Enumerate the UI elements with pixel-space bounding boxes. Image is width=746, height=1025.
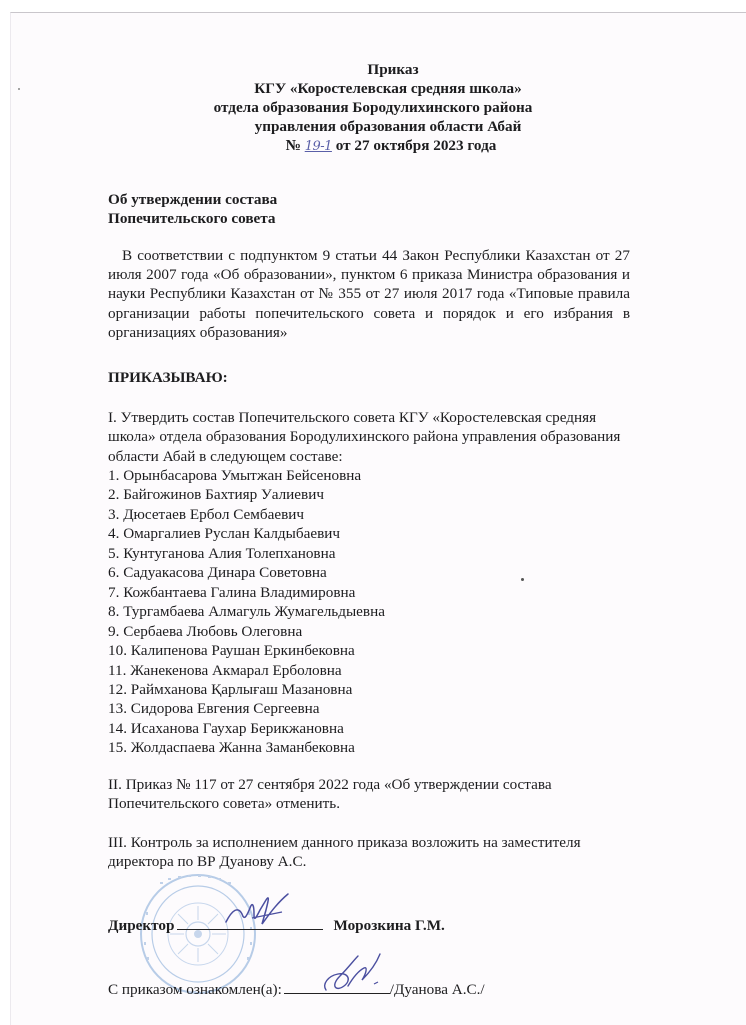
organization-name: КГУ «Коростелевская средняя школа» xyxy=(254,80,522,97)
section-3-line-2: директора по ВР Дуанову А.С. xyxy=(108,853,307,871)
member-item: 9. Сербаева Любовь Олеговна xyxy=(108,622,303,640)
preamble-paragraph: В соответствии с подпунктом 9 статьи 44 Закон Республики Казахстан от 27 июля 2007 года «Об образовании», пунктом 6 приказа Министра образования и науки Республики Казахстан от № 355 от 27 июля 2017 года «Типовые правила организации работы попечительского совета и порядок и его избрания в организациях образования» xyxy=(108,247,630,341)
member-item: 5. Кунтуганова Алия Толепхановна xyxy=(108,544,336,562)
scan-speck xyxy=(521,578,524,581)
member-item: 7. Кожбантаева Галина Владимировна xyxy=(108,583,356,601)
order-header xyxy=(0,60,746,156)
acknowledgement-label: С приказом ознакомлен(а): xyxy=(108,981,282,998)
member-item: 3. Дюсетаев Ербол Сембаевич xyxy=(108,505,305,523)
council-members-list xyxy=(108,466,385,758)
section-3 xyxy=(108,833,668,872)
section-1 xyxy=(108,408,668,466)
scan-speck xyxy=(18,88,20,90)
member-item: 2. Байгожинов Бахтияр Уалиевич xyxy=(108,486,324,504)
section-2 xyxy=(108,775,668,814)
member-item: 4. Омаргалиев Руслан Калдыбаевич xyxy=(108,525,341,543)
member-item: 14. Исаханова Гаухар Берикжановна xyxy=(108,719,344,737)
department-name: отдела образования Бородулихинского района xyxy=(213,99,533,116)
order-number-line xyxy=(0,136,746,156)
member-item: 11. Жанекенова Акмарал Ерболовна xyxy=(108,661,342,679)
order-title: Приказ xyxy=(367,61,419,78)
administration-name: управления образования области Абай xyxy=(254,118,522,135)
acknowledged-person: /Дуанова А.С./ xyxy=(389,981,485,998)
order-date: от 27 октября 2023 года xyxy=(335,137,497,154)
order-subject xyxy=(108,190,277,228)
section-2-line-2: Попечительского совета» отменить. xyxy=(108,795,340,813)
subject-line-2: Попечительского совета xyxy=(108,210,276,227)
number-prefix: № xyxy=(285,137,301,154)
director-role: Директор xyxy=(108,917,175,934)
member-item: 6. Садуакасова Динара Советовна xyxy=(108,564,327,582)
acknowledgement-row xyxy=(108,979,485,999)
section-1-line-3: области Абай в следующем составе: xyxy=(108,447,343,465)
section-2-line-1: II. Приказ № 117 от 27 сентября 2022 года «Об утверждении состава xyxy=(108,776,552,793)
member-item: 12. Раймханова Қарлығаш Мазановна xyxy=(108,680,353,698)
member-item: 13. Сидорова Евгения Сергеевна xyxy=(108,700,320,718)
section-1-line-1: I. Утвердить состав Попечительского совета КГУ «Коростелевская средняя xyxy=(108,409,597,426)
member-item: 10. Калипенова Раушан Еркинбековна xyxy=(108,642,355,660)
handwritten-order-number: 19-1 xyxy=(304,139,332,154)
section-3-line-1: III. Контроль за исполнением данного приказа возложить на заместителя xyxy=(108,834,581,851)
acknowledgement-handwritten-signature xyxy=(318,950,398,996)
section-1-line-2: школа» отдела образования Бородулихинского района управления образования xyxy=(108,428,621,446)
director-name: Морозкина Г.М. xyxy=(333,917,445,934)
member-item: 8. Тургамбаева Алмагуль Жумагельдыевна xyxy=(108,603,385,621)
member-item: 15. Жолдаспаева Жанна Заманбековна xyxy=(108,739,355,757)
subject-line-1: Об утверждении состава xyxy=(108,191,278,208)
director-handwritten-signature xyxy=(222,888,294,936)
member-item: 1. Орынбасарова Умытжан Бейсеновна xyxy=(108,467,362,484)
orders-heading: ПРИКАЗЫВАЮ: xyxy=(108,369,228,386)
